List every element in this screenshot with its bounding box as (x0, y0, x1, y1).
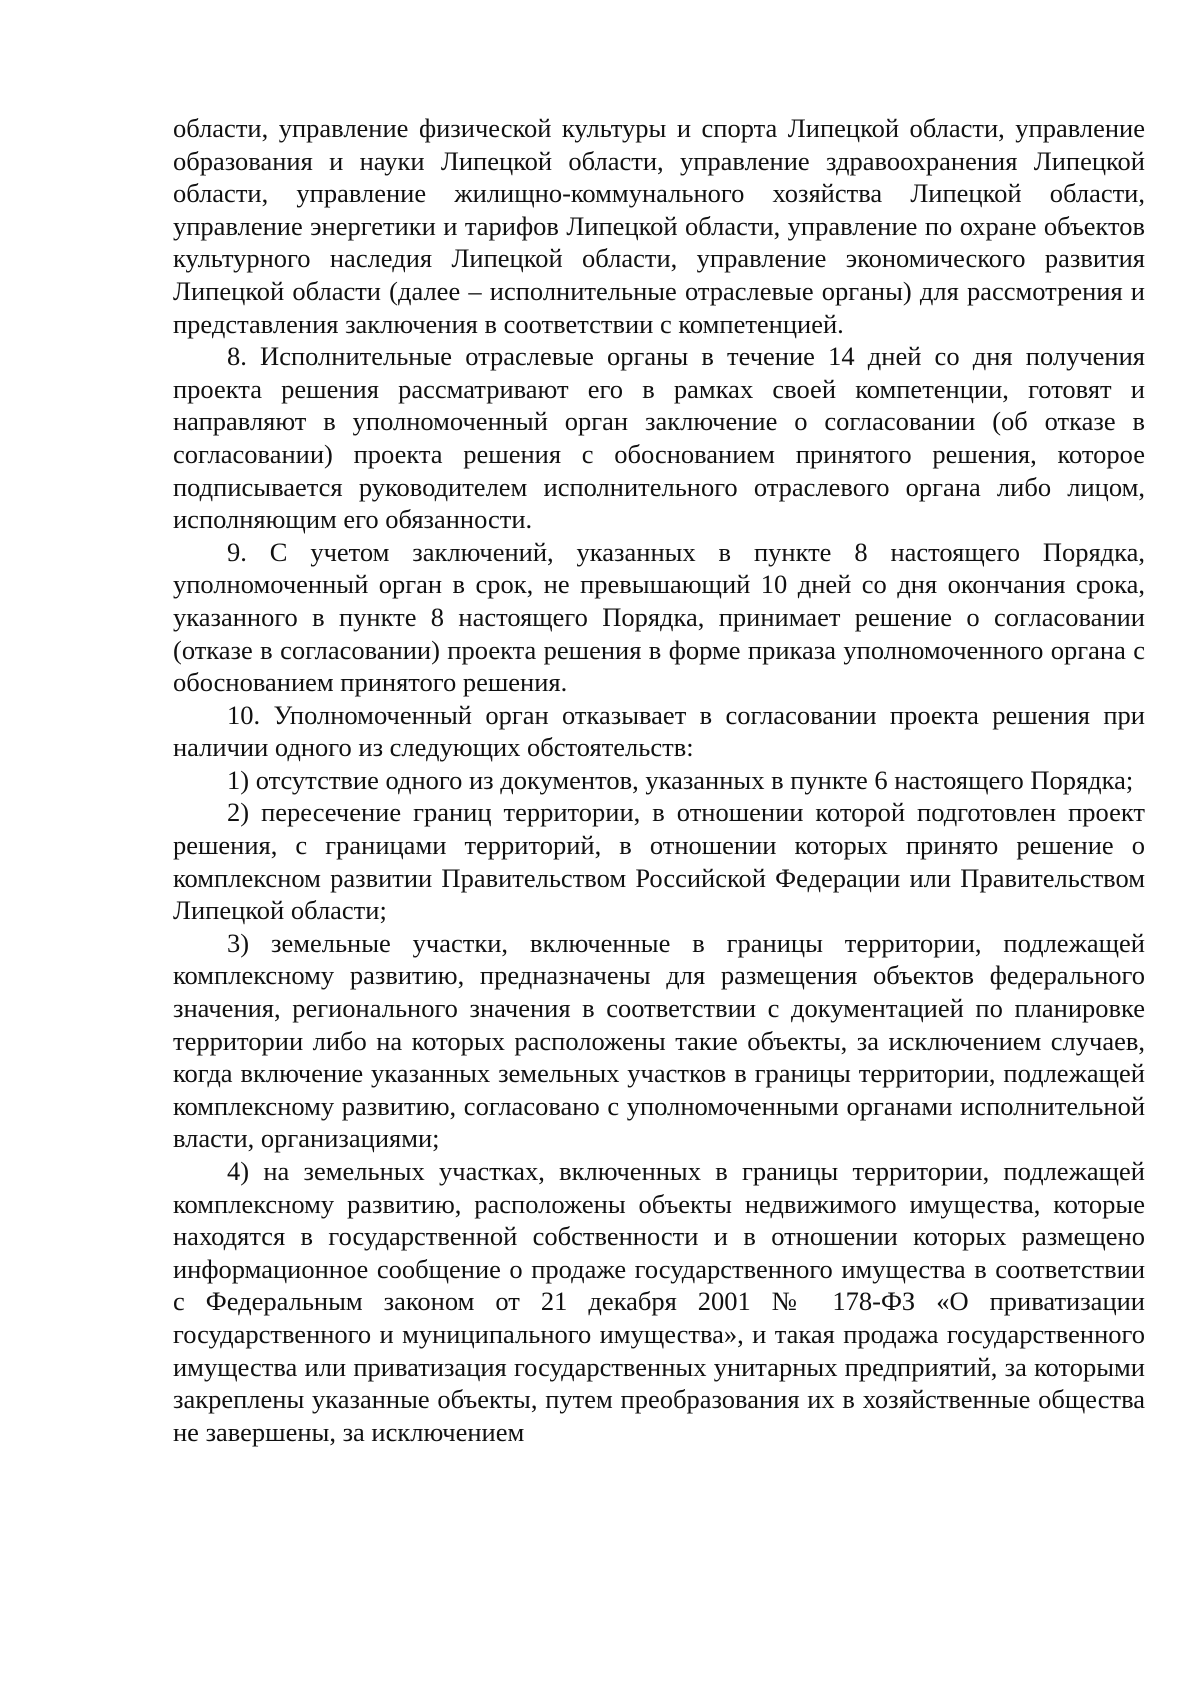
document-page (173, 112, 1145, 1448)
paragraph-item-10: 10. Уполномоченный орган отказывает в согласовании проекта решения при наличии одного из следующих обстоятельств: (173, 699, 1145, 763)
list-item-1: 1) отсутствие одного из документов, указанных в пункте 6 настоящего Порядка; (227, 764, 1134, 795)
paragraph-item-8: 8. Исполнительные отраслевые органы в течение 14 дней со дня получения проекта решения рассматривают его в рамках своей компетенции, готовят и направляют в уполномоченный орган заключение о согласовании (об отказе в согласовании) проекта решения с обоснованием принятого решения, которое подписывается руководителем исполнительного отраслевого органа либо лицом, исполняющим его обязанности. (173, 341, 1145, 535)
paragraph-continuation: области, управление физической культуры и спорта Липецкой области, управление образования и науки Липецкой области, управление здравоохранения Липецкой области, управление жилищно-коммунального хозяйства Липецкой области, управление энергетики и тарифов Липецкой области, управление по охране объектов культурного наследия Липецкой области, управление экономического развития Липецкой области (далее – исполнительные отраслевые органы) для рассмотрения и представления заключения в соответствии с компетенцией. (173, 113, 1145, 339)
list-item-2: 2) пересечение границ территории, в отношении которой подготовлен проект решения, с границами территорий, в отношении которых принято решение о комплексном развитии Правительством Российской Федерации или Правительством Липецкой области; (173, 797, 1145, 926)
list-item-3: 3) земельные участки, включенные в границы территории, подлежащей комплексному развитию, предназначены для размещения объектов федерального значения, регионального значения в соответствии с документацией по планировке территории либо на которых расположены такие объекты, за исключением случаев, когда включение указанных земельных участков в границы территории, подлежащей комплексному развитию, согласовано с уполномоченными органами исполнительной власти, организациями; (173, 927, 1145, 1154)
list-item-4: 4) на земельных участках, включенных в границы территории, подлежащей комплексному развитию, расположены объекты недвижимого имущества, которые находятся в государственной собственности и в отношении которых размещено информационное сообщение о продаже государственного имущества в соответствии с Федеральным законом от 21 декабря 2001 № 178-ФЗ «О приватизации государственного и муниципального имущества», и такая продажа государственного имущества или приватизация государственных унитарных предприятий, за которыми закреплены указанные объекты, путем преобразования их в хозяйственные общества не завершены, за исключением (173, 1156, 1145, 1447)
paragraph-item-9: 9. С учетом заключений, указанных в пункте 8 настоящего Порядка, уполномоченный орган в срок, не превышающий 10 дней со дня окончания срока, указанного в пункте 8 настоящего Порядка, принимает решение о согласовании (отказе в согласовании) проекта решения в форме приказа уполномоченного органа с обоснованием принятого решения. (173, 536, 1145, 698)
